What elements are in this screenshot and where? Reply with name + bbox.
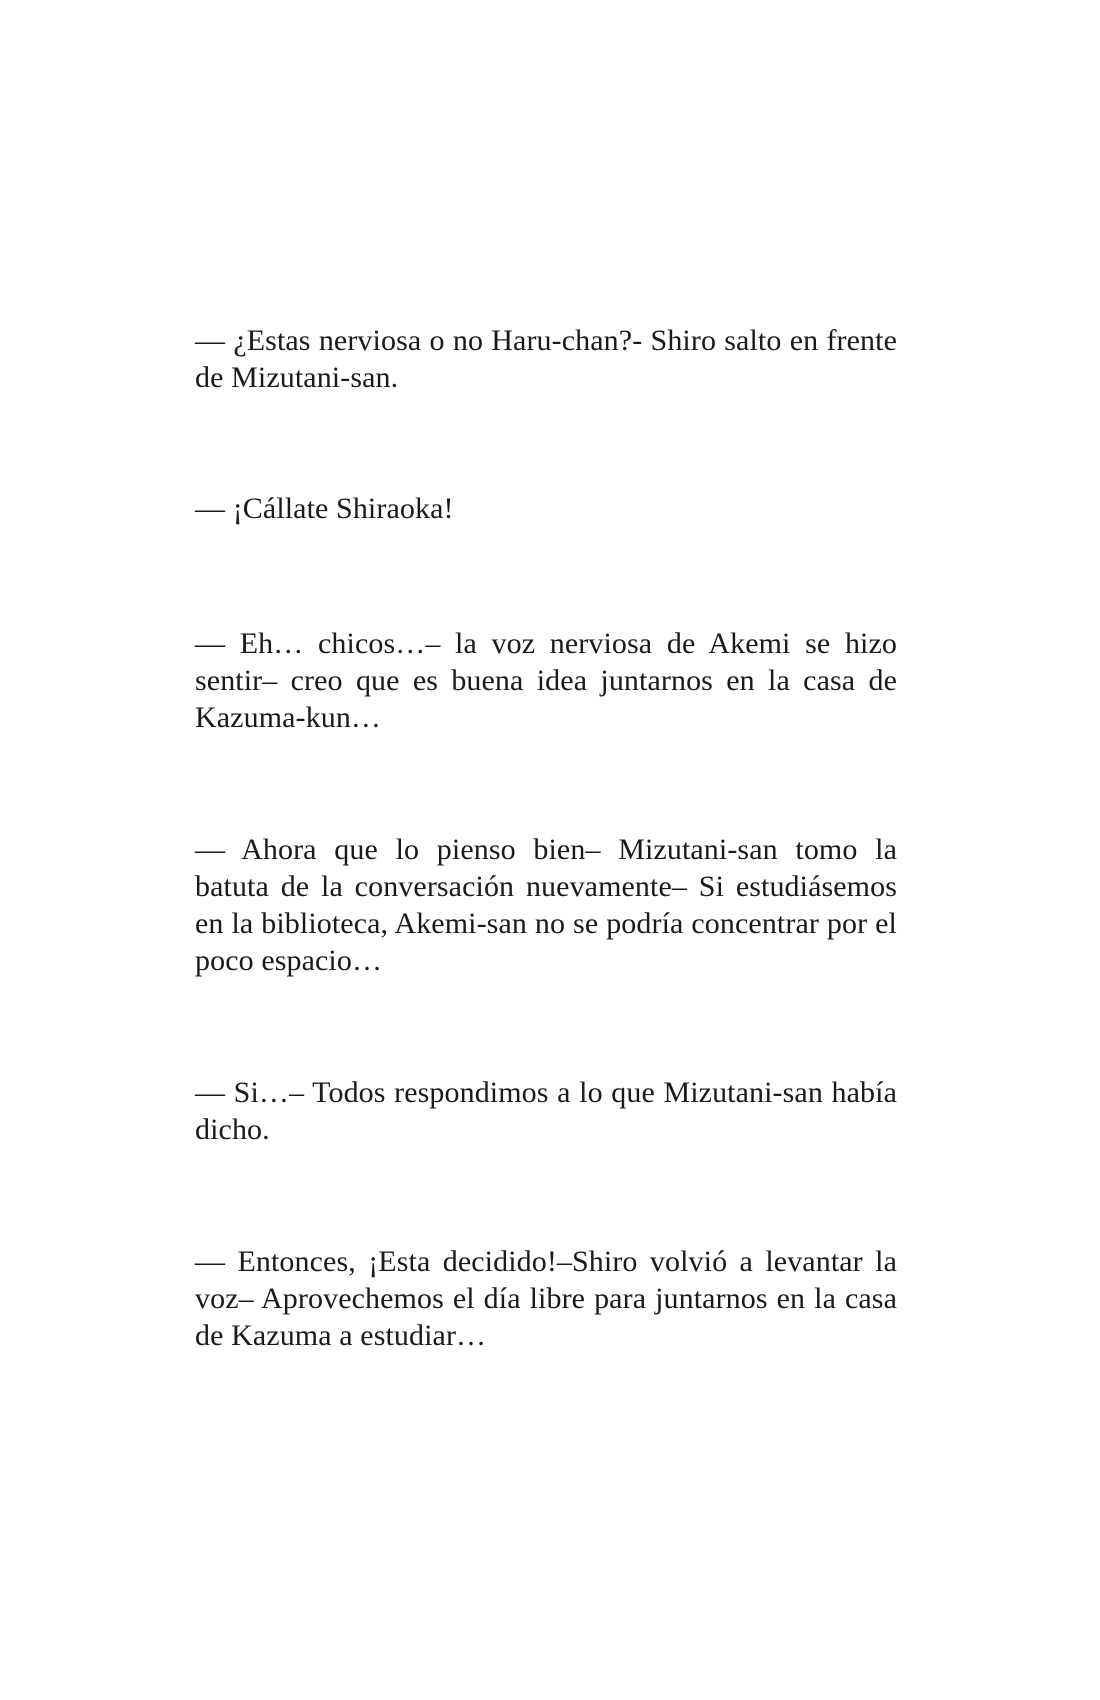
- paragraph-5: — Si…– Todos respondimos a lo que Mizutani-san había dicho.: [195, 1076, 897, 1146]
- paragraph-6: — Entonces, ¡Esta decidido!–Shiro volvió a levantar la voz– Aprovechemos el día libre para juntarnos en la casa de Kazuma a estudiar…: [195, 1245, 897, 1352]
- paragraph-2: — ¡Cállate Shiraoka!: [195, 492, 454, 525]
- paragraph-1: — ¿Estas nerviosa o no Haru-chan?- Shiro salto en frente de Mizutani-san.: [195, 324, 897, 394]
- paragraph-3: — Eh… chicos…– la voz nerviosa de Akemi se hizo sentir– creo que es buena idea juntarnos en la casa de Kazuma-kun…: [195, 627, 897, 734]
- paragraph-4: — Ahora que lo pienso bien– Mizutani-san tomo la batuta de la conversación nuevamente– Si estudiásemos en la biblioteca, Akemi-san no se podría concentrar por el poco espacio…: [195, 833, 897, 977]
